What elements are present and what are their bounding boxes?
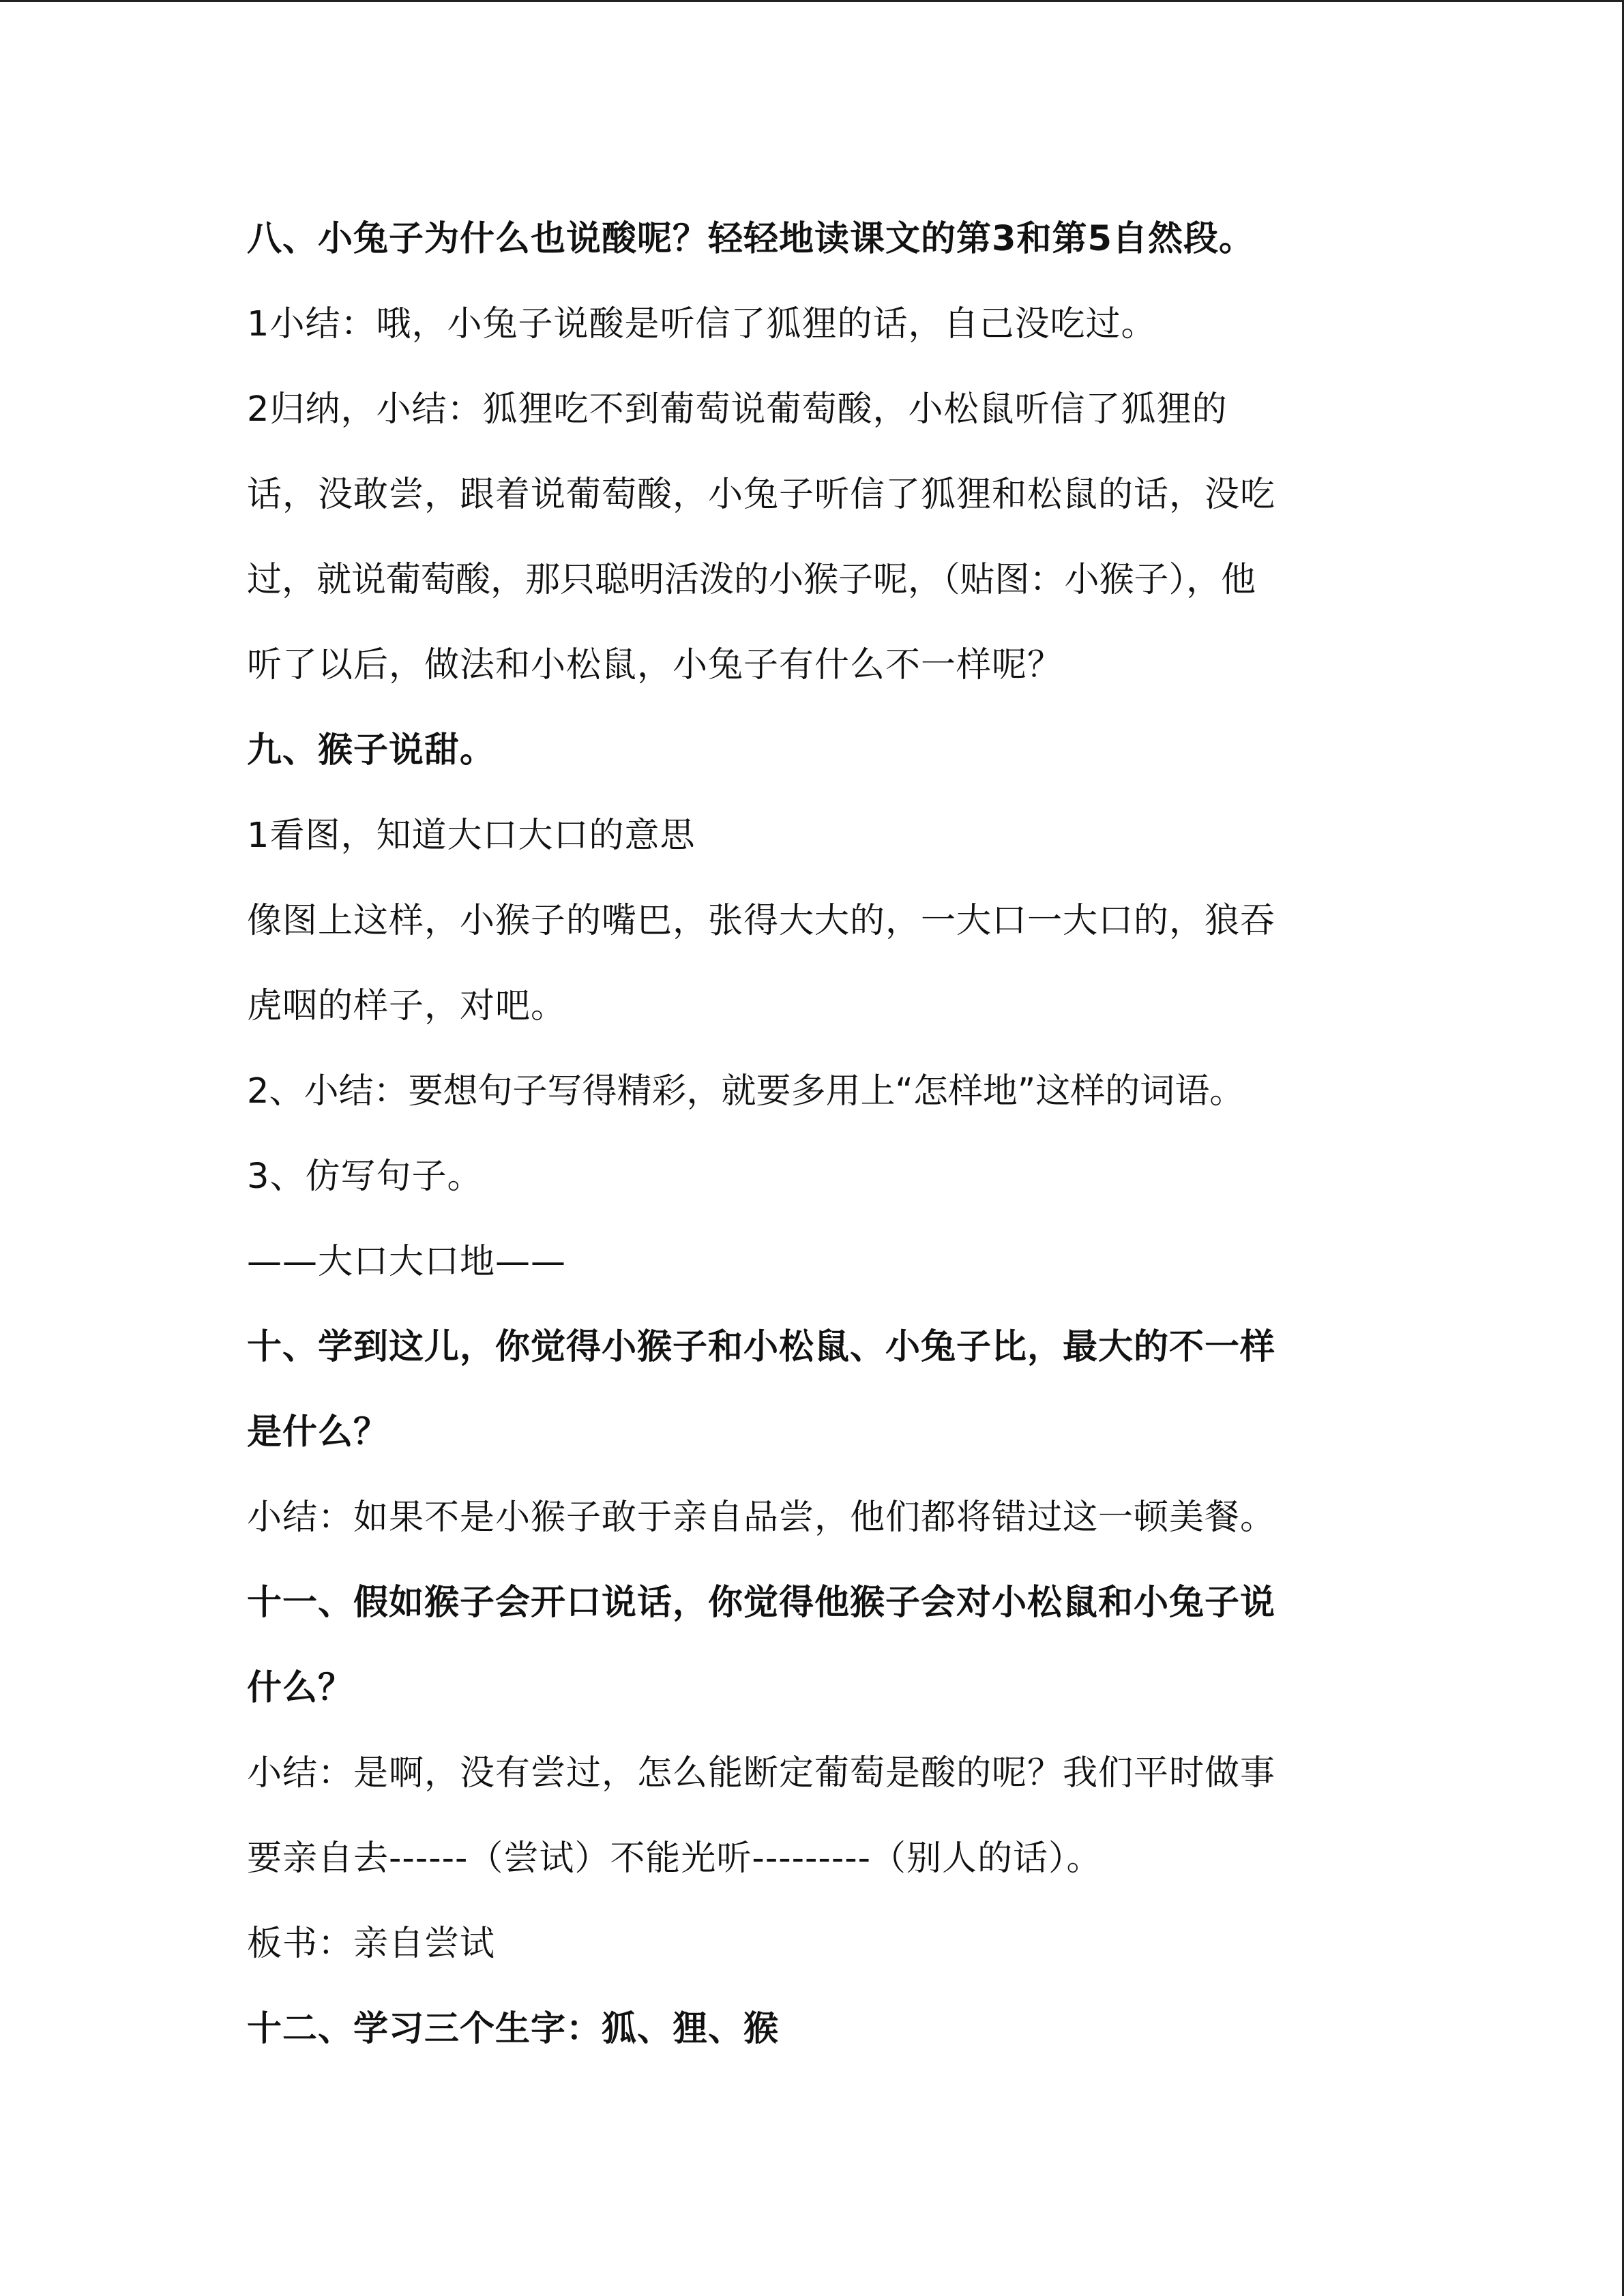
paragraph-line: 像图上这样，小猴子的嘴巴，张得大大的，一大口一大口的，狼吞 [247, 901, 1276, 941]
paragraph-line: 1小结：哦，小兔子说酸是听信了狐狸的话，自己没吃过。 [247, 304, 1157, 344]
heading-section-10-continued: 是什么？ [247, 1412, 389, 1452]
paragraph-line: ——大口大口地—— [247, 1242, 567, 1282]
paragraph-line: 2、小结：要想句子写得精彩，就要多用上“怎样地”这样的词语。 [247, 1071, 1245, 1112]
paragraph-line: 小结：如果不是小猴子敢于亲自品尝，他们都将错过这一顿美餐。 [247, 1497, 1276, 1538]
heading-section-12: 十二、学习三个生字：狐、狸、猴 [247, 2009, 780, 2049]
heading-section-11-continued: 什么？ [247, 1668, 354, 1708]
heading-section-9: 九、猴子说甜。 [247, 730, 496, 771]
paragraph-line: 2归纳，小结：狐狸吃不到葡萄说葡萄酸，小松鼠听信了狐狸的 [247, 389, 1228, 430]
blackboard-note: 板书：亲自尝试 [247, 1924, 496, 1964]
paragraph-line: 虎咽的样子，对吧。 [247, 986, 567, 1026]
paragraph-line: 过，就说葡萄酸，那只聪明活泼的小猴子呢，（贴图：小猴子），他 [247, 560, 1256, 600]
paragraph-line: 听了以后，做法和小松鼠，小兔子有什么不一样呢？ [247, 645, 1063, 685]
paragraph-line: 1看图，知道大口大口的意思 [247, 816, 696, 856]
heading-section-8: 八、小兔子为什么也说酸呢？轻轻地读课文的第3和第5自然段。 [247, 219, 1254, 259]
heading-section-11: 十一、假如猴子会开口说话，你觉得他猴子会对小松鼠和小兔子说 [247, 1583, 1276, 1623]
document-body [247, 196, 1365, 2072]
heading-section-10: 十、学到这儿，你觉得小猴子和小松鼠、小兔子比，最大的不一样 [247, 1327, 1276, 1367]
paragraph-line: 要亲自去------（尝试）不能光听---------（别人的话）。 [247, 1838, 1102, 1879]
paragraph-line: 3、仿写句子。 [247, 1157, 483, 1197]
paragraph-line: 话，没敢尝，跟着说葡萄酸，小兔子听信了狐狸和松鼠的话，没吃 [247, 475, 1276, 515]
paragraph-line: 小结：是啊，没有尝过，怎么能断定葡萄是酸的呢？我们平时做事 [247, 1753, 1276, 1793]
